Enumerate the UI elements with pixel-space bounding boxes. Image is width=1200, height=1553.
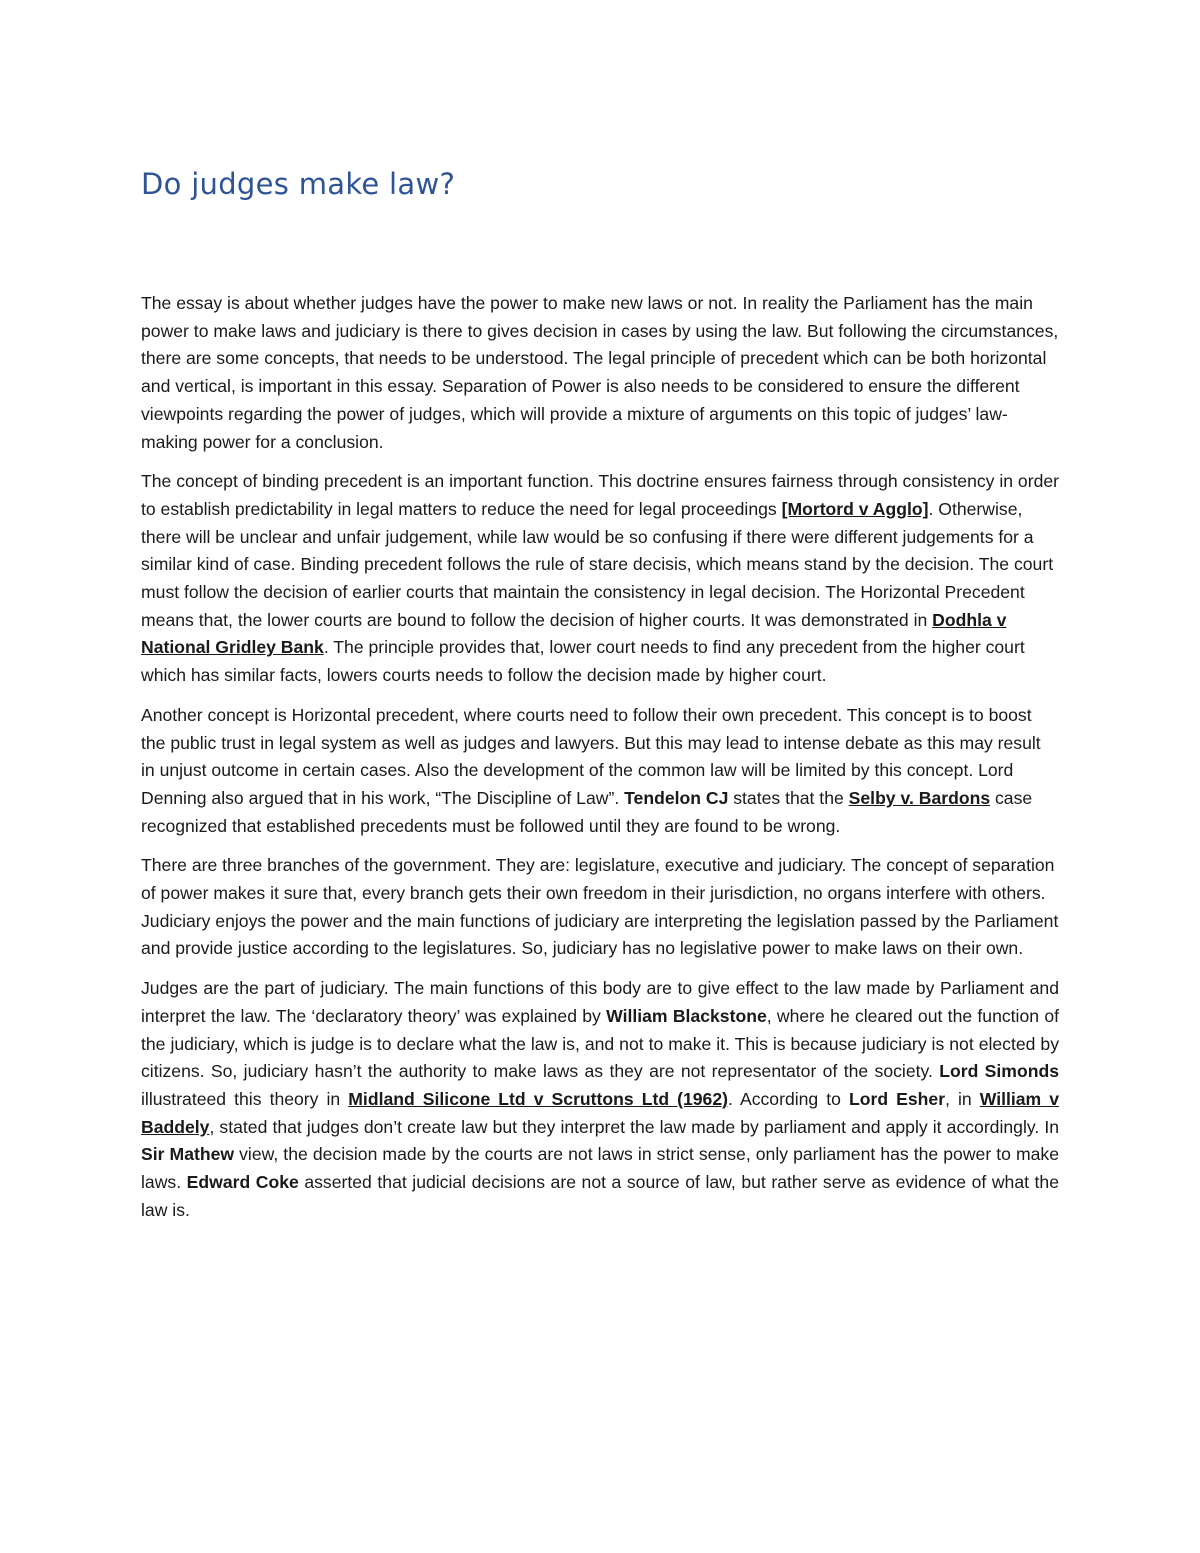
person-name-sir-mathew: Sir Mathew bbox=[141, 1144, 235, 1165]
paragraph-introduction bbox=[141, 290, 1059, 456]
paragraph-text: , in bbox=[945, 1088, 980, 1109]
paragraph-horizontal-precedent bbox=[141, 702, 1059, 841]
paragraph-text: , where he cleared out the function of the judiciary, which is judge is to declare what the law is, and not to make it. This is because judiciary is not elected by citizens. So, judiciary hasn’t the authority to make laws as they are not representator of the society. bbox=[141, 1005, 1059, 1082]
case-citation-selby-v-bardons: Selby v. Bardons bbox=[848, 787, 991, 808]
paragraph-text: , stated that judges don’t create law but they interpret the law made by parliament and apply it accordingly. In bbox=[209, 1116, 1059, 1137]
person-name-lord-simonds: Lord Simonds bbox=[939, 1061, 1059, 1082]
paragraph-declaratory-theory bbox=[141, 975, 1059, 1224]
document-title: Do judges make law? bbox=[141, 167, 456, 201]
document-body bbox=[141, 290, 1059, 1237]
case-citation-mortord-v-agglo: [Mortord v Agglo] bbox=[781, 498, 929, 519]
paragraph-separation-of-power bbox=[141, 852, 1059, 963]
paragraph-text: . The principle provides that, lower court needs to find any precedent from the higher court which has similar facts, lowers courts needs to follow the decision made by higher court. bbox=[141, 637, 1025, 686]
paragraph-text: asserted that judicial decisions are not a source of law, but rather serve as evidence of what the law is. bbox=[141, 1172, 1060, 1220]
case-citation-william-v-baddely: William v Baddely bbox=[141, 1088, 1060, 1137]
paragraph-text: . Otherwise, there will be unclear and unfair judgement, while law would be so confusing if there were different judgements for a similar kind of case. Binding precedent follows the rule of stare decisis, which means stand by the decision. The court must follow the decision of earlier courts that maintain the consistency in legal decision. The Horizontal Precedent means that, the lower courts are bound to follow the decision of higher courts. It was demonstrated in bbox=[141, 498, 1054, 630]
paragraph-text: There are three branches of the government. They are: legislature, executive and judiciary. The concept of separation of power makes it sure that, every branch gets their own freedom in their jurisdiction, no organs interfere with others. Judiciary enjoys the power and the main functions of judiciary are interpreting the legislation passed by the Parliament and provide justice according to the legislatures. So, judiciary has no legislative power to make laws on their own. bbox=[141, 855, 1059, 959]
paragraph-text: illustrateed this theory in bbox=[141, 1088, 349, 1109]
case-citation-dodhla-v-national-gridley-bank: Dodhla v National Gridley Bank bbox=[141, 609, 1007, 658]
paragraph-text: The essay is about whether judges have the power to make new laws or not. In reality the Parliament has the main power to make laws and judiciary is there to gives decision in cases by using the law. But following the circumstances, there are some concepts, that needs to be understood. The legal principle of precedent which can be both horizontal and vertical, is important in this essay. Separation of Power is also needs to be considered to ensure the different viewpoints regarding the power of judges, which will provide a mixture of arguments on this topic of judges’ law- making power for a conclusion. bbox=[141, 293, 1059, 452]
paragraph-text: . According to bbox=[728, 1088, 849, 1109]
paragraph-text: The concept of binding precedent is an important function. This doctrine ensures fairness through consistency in order to establish predictability in legal matters to reduce the need for legal proceedings bbox=[141, 471, 1060, 519]
person-name-tendelon-cj: Tendelon CJ bbox=[624, 787, 729, 808]
paragraph-text: Judges are the part of judiciary. The main functions of this body are to give effect to the law made by Parliament and interpret the law. The ‘declaratory theory’ was explained by bbox=[141, 978, 1059, 1026]
person-name-edward-coke: Edward Coke bbox=[186, 1172, 299, 1193]
paragraph-text: Another concept is Horizontal precedent, where courts need to follow their own precedent. This concept is to boost the public trust in legal system as well as judges and lawyers. But this may lead to intense debate as this may result in unjust outcome in certain cases. Also the development of the common law will be limited by this concept. Lord Denning also argued that in his work, “The Discipline of Law”. bbox=[141, 704, 1041, 808]
paragraph-text: case recognized that established precedents must be followed until they are found to be wrong. bbox=[141, 787, 1033, 836]
person-name-lord-esher: Lord Esher bbox=[849, 1088, 946, 1109]
paragraph-text: states that the bbox=[728, 787, 849, 808]
case-citation-midland-silicone-v-scruttons: Midland Silicone Ltd v Scruttons Ltd (1962) bbox=[348, 1088, 728, 1109]
person-name-william-blackstone: William Blackstone bbox=[606, 1005, 767, 1026]
paragraph-binding-precedent bbox=[141, 468, 1059, 690]
paragraph-text: view, the decision made by the courts are not laws in strict sense, only parliament has the power to make laws. bbox=[141, 1144, 1060, 1193]
